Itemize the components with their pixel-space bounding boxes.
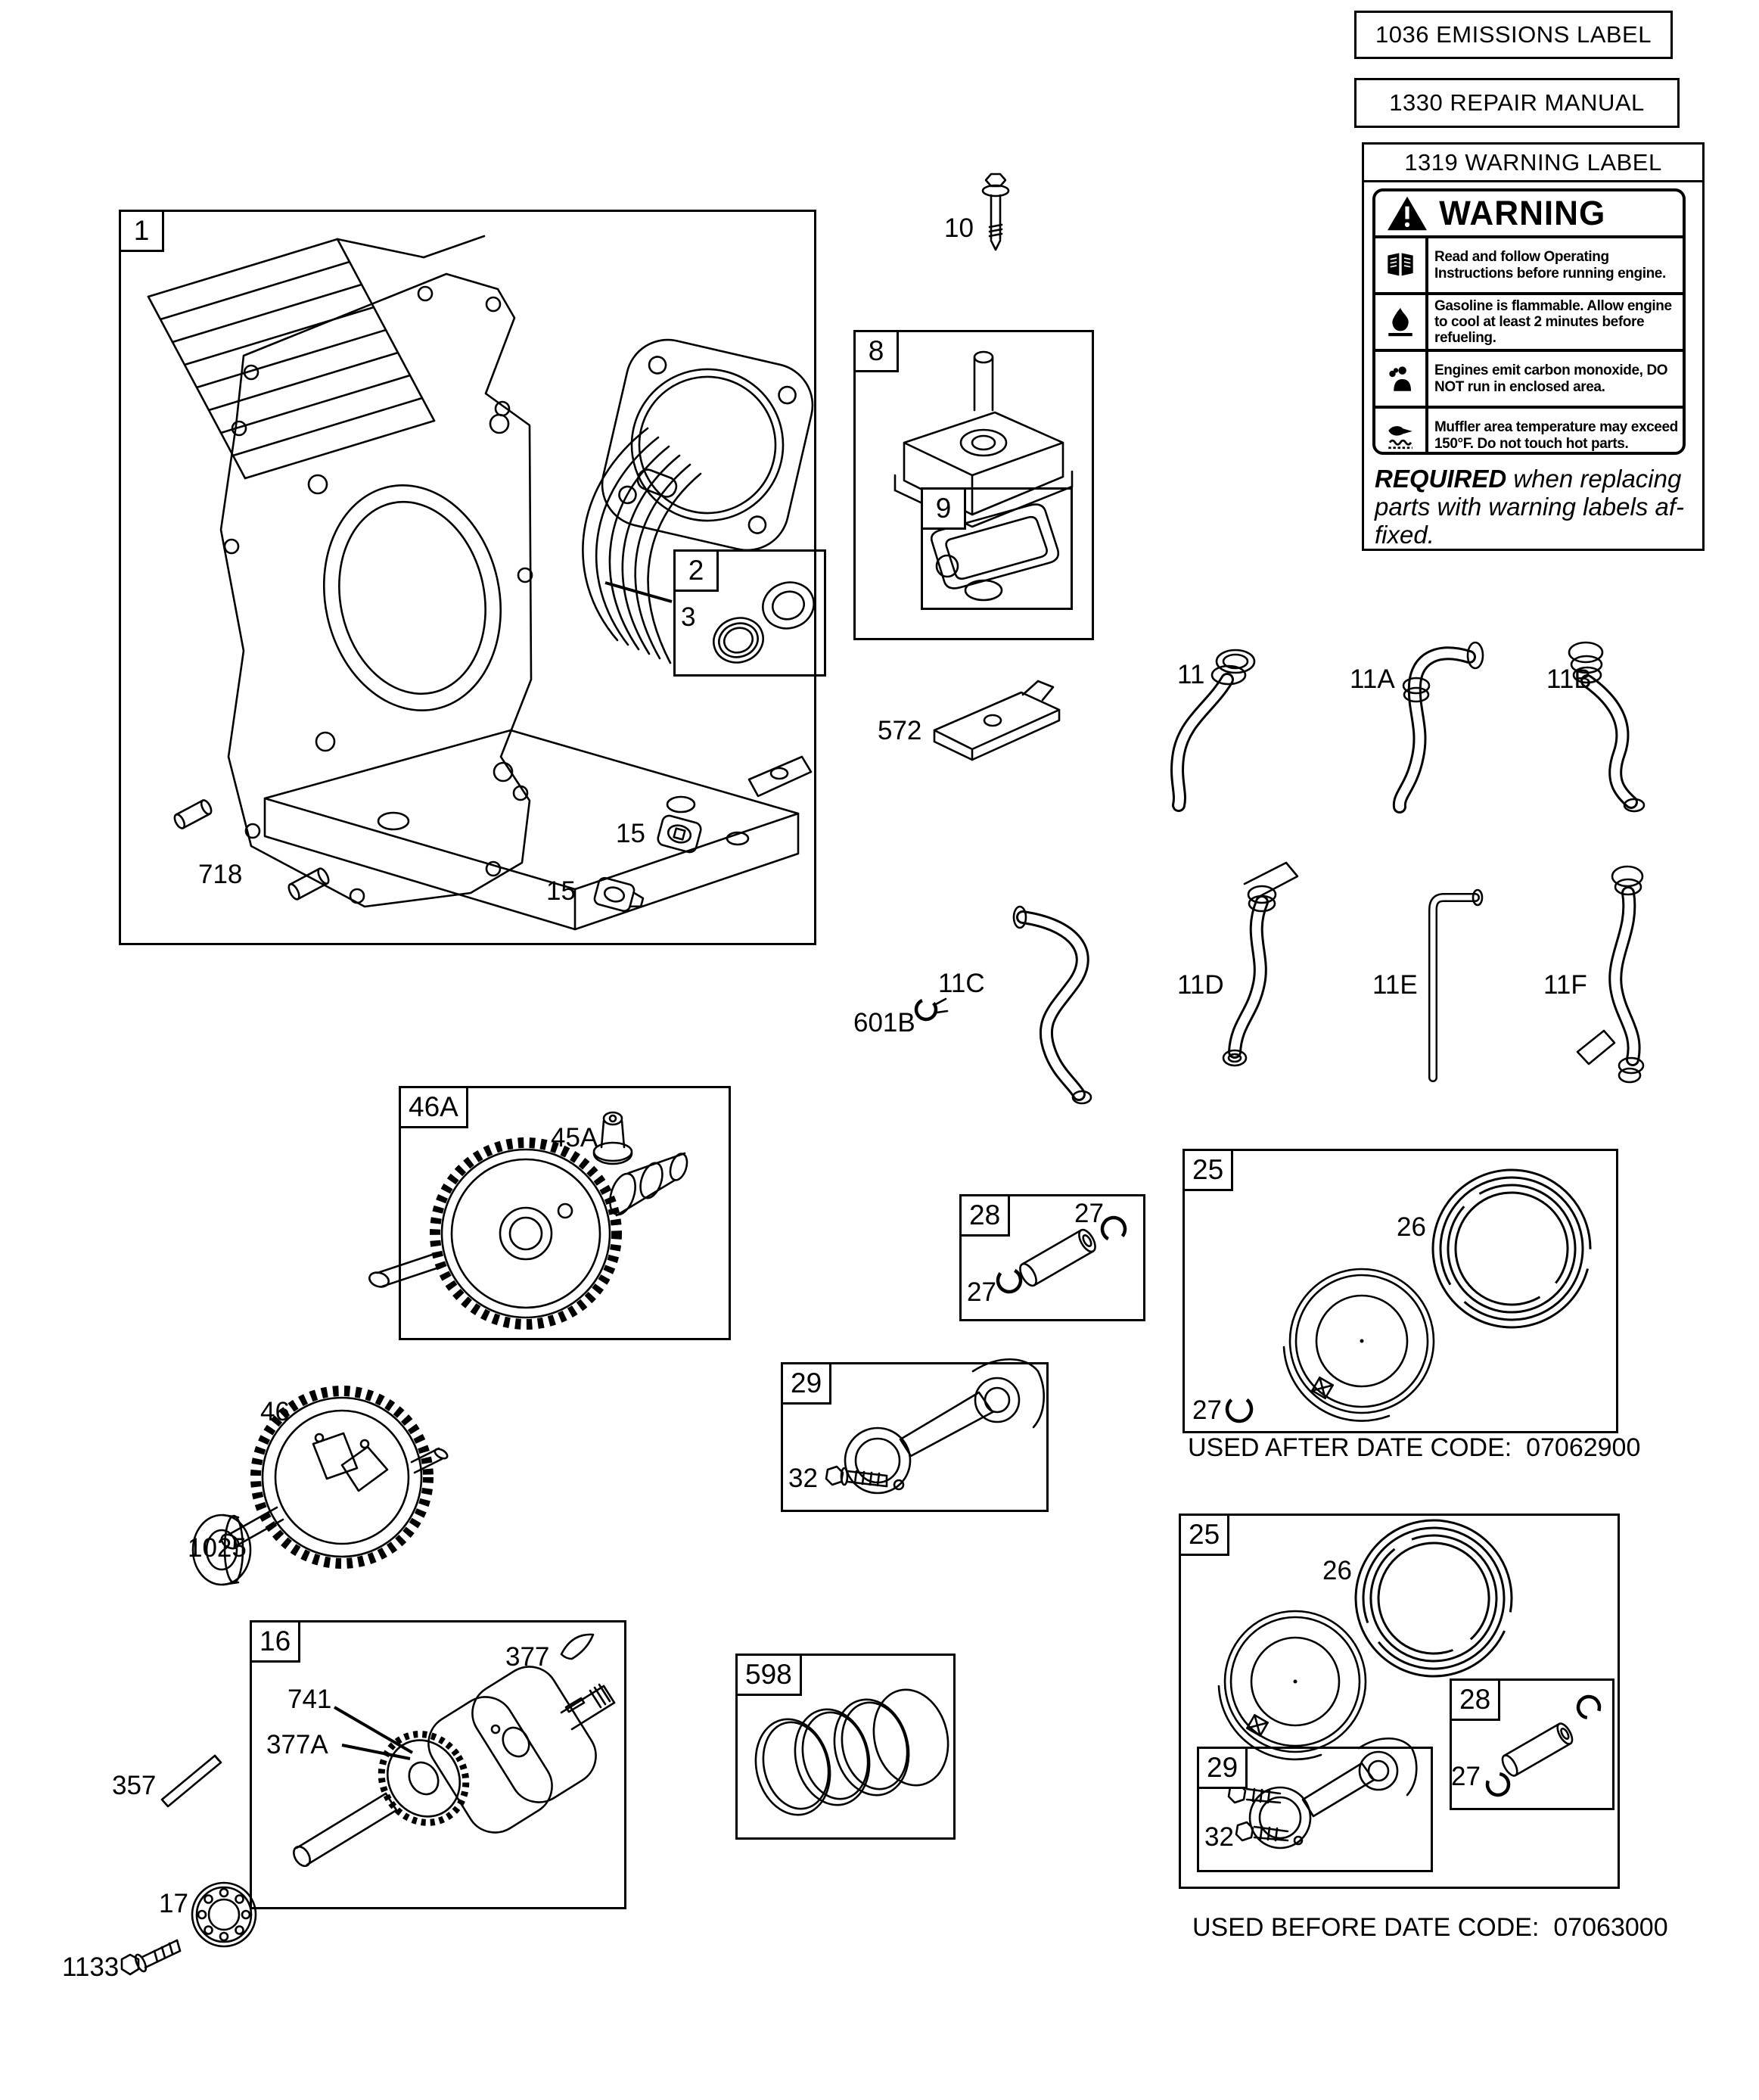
head-bolt-drawing [983,174,1008,250]
part-label-1025: 1025 [188,1533,247,1563]
part-label-718: 718 [198,860,243,889]
callout-tag-2: 2 [673,549,719,592]
required-line2: parts with warning labels af- [1375,493,1685,521]
part-label-45a: 45A [551,1123,598,1153]
part-label-26: 26 [1397,1212,1426,1242]
breather-clamp-drawing [934,681,1059,760]
part-label-357: 357 [112,1771,157,1800]
hose-11d-drawing [1223,863,1297,1066]
callout-tag-1: 1 [119,210,164,252]
part-label-27: 27 [1451,1762,1481,1791]
part-label-11f: 11F [1543,970,1587,1000]
required-line3: fixed. [1375,521,1434,549]
warning-row-text: Muffler area temperature may exceed 150°F. Do not touch hot parts. [1434,419,1678,452]
warning-row [1375,295,1683,352]
hot-surface-icon [1375,409,1428,455]
warning-label-title: 1319 WARNING LABEL [1364,145,1702,182]
ball-bearing-drawing [192,1883,256,1946]
callout-box-25-top [1183,1149,1618,1433]
warning-row [1375,409,1683,455]
repair-manual-ref [1354,78,1680,128]
emissions-label-text: 1036 EMISSIONS LABEL [1375,21,1652,48]
hose-clamp-drawing [912,996,947,1024]
required-lead: REQUIRED [1375,465,1507,493]
callout-tag-28: 28 [1450,1678,1500,1721]
warning-row-text: Read and follow Operating Instructions before running engine. [1434,249,1666,282]
hose-11f-drawing [1577,866,1643,1082]
part-label-377: 377 [505,1642,550,1672]
carbon-monoxide-icon [1375,352,1428,406]
repair-manual-text: 1330 REPAIR MANUAL [1389,89,1645,116]
part-label-11c: 11C [938,969,985,998]
callout-box-29-top [781,1362,1049,1512]
part-label-1133: 1133 [62,1952,120,1982]
callout-box-29-bottom [1197,1747,1433,1872]
part-label-11b: 11B [1546,664,1592,694]
crank-key-drawing [162,1756,221,1806]
used-before-note: USED BEFORE DATE CODE: 07063000 [1192,1913,1668,1942]
part-label-3: 3 [681,602,696,632]
callout-box-9 [921,487,1073,610]
callout-tag-25: 25 [1179,1514,1229,1556]
required-line1: when replacing [1506,465,1682,493]
warning-panel-header [1375,191,1683,238]
callout-tag-28: 28 [959,1194,1010,1237]
warning-label-ref [1362,142,1705,551]
flywheel-bolt-drawing [122,1940,180,1974]
callout-tag-16: 16 [250,1620,300,1663]
warning-triangle-icon [1388,196,1427,231]
callout-tag-9: 9 [921,487,966,530]
hose-11e-drawing [1433,890,1482,1078]
required-note [1375,465,1692,549]
used-after-note: USED AFTER DATE CODE: 07062900 [1188,1433,1641,1462]
hose-11a-drawing [1400,642,1483,807]
part-label-17: 17 [159,1889,188,1918]
part-label-32: 32 [1204,1822,1234,1852]
part-label-15: 15 [546,876,576,906]
hose-11c-drawing [1014,907,1091,1103]
part-label-32: 32 [788,1464,818,1493]
warning-panel [1372,188,1686,455]
callout-box-2 [673,549,826,677]
part-label-11a: 11A [1350,664,1395,694]
warning-row-text: Engines emit carbon monoxide, DO NOT run in enclosed area. [1434,362,1668,395]
part-label-572: 572 [878,716,922,745]
part-label-27: 27 [1074,1199,1104,1228]
warning-title-text: WARNING [1439,194,1606,232]
callout-tag-29: 29 [1197,1747,1248,1789]
callout-tag-46a: 46A [399,1086,468,1128]
part-label-377a: 377A [266,1730,328,1759]
part-label-11: 11 [1177,660,1205,689]
callout-tag-8: 8 [853,330,899,372]
callout-box-16 [250,1620,626,1909]
warning-row-text: Gasoline is flammable. Allow engine to cool at least 2 minutes before refueling. [1434,297,1672,347]
callout-tag-598: 598 [735,1654,802,1696]
manual-book-icon [1375,238,1428,292]
part-label-26: 26 [1322,1556,1352,1585]
part-label-601b: 601B [853,1008,915,1038]
part-label-46: 46 [260,1397,290,1426]
callout-tag-25: 25 [1183,1149,1233,1191]
callout-tag-29: 29 [781,1362,831,1405]
warning-row [1375,238,1683,295]
part-label-10: 10 [944,213,974,243]
flame-icon [1375,295,1428,349]
part-label-11e: 11E [1372,970,1418,1000]
part-label-27: 27 [1192,1395,1222,1425]
part-label-11d: 11D [1177,970,1224,1000]
warning-row [1375,352,1683,409]
part-label-27: 27 [967,1277,996,1307]
governor-gear-drawing [219,1391,449,1563]
emissions-label-ref [1354,11,1673,59]
part-label-741: 741 [287,1685,332,1714]
part-label-15: 15 [616,819,645,848]
callout-box-598 [735,1654,956,1840]
